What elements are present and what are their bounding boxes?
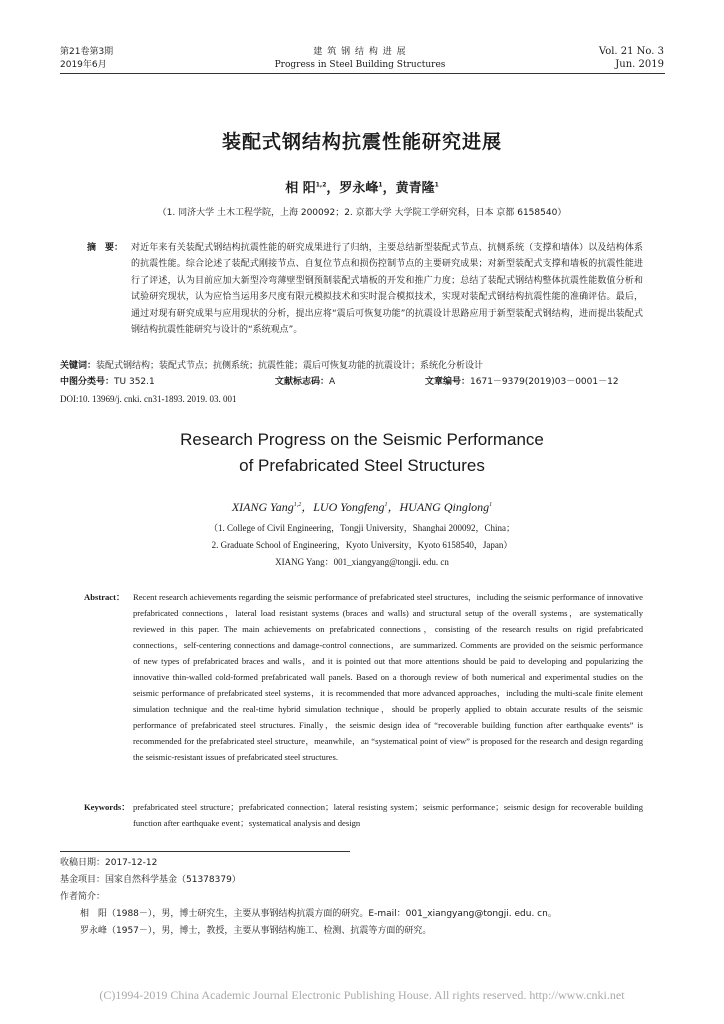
cn-article-value: 1671－9379(2019)03－0001－12 <box>470 377 619 387</box>
en-keywords: prefabricated steel structure；prefabricated connection；lateral resisting system；seismic performance；seismic design for recoverable building function after earthquake event；systematical analysis and design <box>133 802 643 828</box>
footnote-bio-2: 罗永峰（1957－），男，博士，教授，主要从事钢结构施工、检测、抗震等方面的研究。 <box>80 926 432 936</box>
footnote-fund: 基金项目：国家自然科学基金（51378379） <box>60 875 241 885</box>
en-title-line-1: Research Progress on the Seismic Performance <box>180 430 544 449</box>
header-volume-en: Vol. 21 No. 3 <box>598 46 664 57</box>
cn-keywords-line <box>60 358 660 374</box>
en-author-1: XIANG Yang <box>231 500 294 514</box>
en-author-2-sup: 1 <box>384 502 388 508</box>
header-date-cn: 2019年6月 <box>60 60 107 70</box>
header-journal-cn: 建 筑 钢 结 构 进 展 <box>313 47 407 57</box>
cn-author-1-sup: 1,2 <box>315 181 327 189</box>
footnote-rule <box>60 851 350 852</box>
en-email: XIANG Yang：001_xiangyang@tongji. edu. cn <box>275 557 449 567</box>
cn-doi: DOI:10. 13969/j. cnki. cn31-1893. 2019. 03. 001 <box>60 394 237 404</box>
cn-affiliation: （1. 同济大学 土木工程学院，上海 200092；2. 京都大学 大学院工学研究科，日本 京都 6158540） <box>157 208 567 218</box>
cn-author-1: 相 阳 <box>285 181 316 196</box>
cn-author-2: ，罗永峰 <box>326 181 379 196</box>
cn-article-label: 文章编号： <box>425 377 471 387</box>
cn-author-3: ，黄青隆 <box>382 181 435 196</box>
cn-keywords: 装配式钢结构；装配式节点；抗侧系统；抗震性能；震后可恢复功能的抗震设计；系统化分析设计 <box>96 361 484 371</box>
copyright-watermark: (C)1994-2019 China Academic Journal Electronic Publishing House. All rights reserved. http://www.cnki.net <box>99 988 625 1002</box>
cn-doccode <box>275 374 415 390</box>
cn-clc-label: 中图分类号： <box>60 377 115 387</box>
cn-abstract: 对近年来有关装配式钢结构抗震性能的研究成果进行了归纳，主要总结新型装配式节点、抗侧系统（支撑和墙体）以及结构体系的抗震性能。综合论述了装配式刚接节点、自复位节点和损伤控制节点的主要研究成果；对新型装配式支撑和墙板的抗震性能进行了评述，认为目前应加大新型冷弯薄壁型钢预制装配式墙板的开发和推广力度；总结了装配式钢结构整体抗震性能数值分析和试验研究现状，认为应恰当运用多尺度有限元模拟技术和实时混合模拟技术，实现对装配式钢结构抗震性能的准确评估。最后，通过对现有研究成果与应用现状的分析，提出应将“震后可恢复功能”的抗震设计思路应用于新型装配式钢结构，进而提出装配式钢结构抗震性能研究与设计的“系统观点”。 <box>131 243 643 336</box>
cn-authors <box>0 177 724 196</box>
cn-abstract-label: 摘 要： <box>87 243 124 253</box>
en-affiliation-1: （1. College of Civil Engineering，Tongji University，Shanghai 200092，China； <box>208 523 516 533</box>
cn-doccode-value: A <box>329 377 336 387</box>
cn-author-3-sup: 1 <box>434 181 439 189</box>
footnote-bio-label: 作者简介： <box>60 892 106 902</box>
en-author-1-sup: 1,2 <box>293 502 302 508</box>
cn-clc <box>60 374 240 390</box>
header-journal-en: Progress in Steel Building Structures <box>274 60 446 70</box>
cn-keywords-label: 关键词： <box>60 361 97 371</box>
header-date-en: Jun. 2019 <box>615 59 664 70</box>
header-volume-cn: 第21卷第3期 <box>60 47 114 57</box>
cn-title: 装配式钢结构抗震性能研究进展 <box>221 131 502 153</box>
footnote-bio-1: 相 阳（1988－），男，博士研究生，主要从事钢结构抗震方面的研究。E-mail：001_xiangyang@tongji. edu. cn。 <box>80 909 557 919</box>
cn-author-2-sup: 1 <box>378 181 383 189</box>
footnote-received: 收稿日期：2017-12-12 <box>60 858 158 868</box>
en-author-3-sup: 1 <box>489 502 493 508</box>
header-rule <box>60 73 665 74</box>
en-authors <box>0 498 724 515</box>
en-affiliation-2: 2. Graduate School of Engineering，Kyoto University，Kyoto 6158540，Japan） <box>211 540 513 550</box>
en-author-3: ，HUANG Qinglong <box>387 500 490 514</box>
en-abstract-label: Abstract： <box>84 592 125 602</box>
en-author-2: ，LUO Yongfeng <box>301 500 385 514</box>
en-keywords-label: Keywords： <box>84 802 130 812</box>
cn-clc-value: TU 352.1 <box>114 377 155 387</box>
cn-doccode-label: 文献标志码： <box>275 377 330 387</box>
cn-article-number <box>425 374 665 390</box>
en-title-line-2: of Prefabricated Steel Structures <box>239 456 485 475</box>
en-abstract: Recent research achievements regarding the seismic performance of prefabricated steel structures，including the seismic performance of innovative prefabricated connections，lateral load resistant systems (braces and walls) and structural setup of the overall systems，are systematically reviewed in this paper. The main achievements on prefabricated connections，consisting of the research results on rigid prefabricated connections，self-centering connections and damage-control connections，are summarized. Comments are provided on the seismic performance of new types of prefabricated braces and walls，and it is pointed out that more attentions should be paid to developing and popularizing the innovative thin-walled cold-formed prefabricated wall panels. Based on a thorough review of both numerical and experimental studies on the seismic performance of prefabricated steel systems，it is recommended that more advanced approaches，including the multi-scale finite element simulation technique and the real-time hybrid simulation technique，should be properly applied to obtain accurate results of the seismic performance of prefabricated steel structures. Finally，the seismic design idea of “recoverable building function after earthquake events” is recommended for the prefabricated steel structure，meanwhile，an “systematical point of view” is proposed for the research and design regarding the seismic-resistant issues of prefabricated steel structures. <box>133 592 643 762</box>
